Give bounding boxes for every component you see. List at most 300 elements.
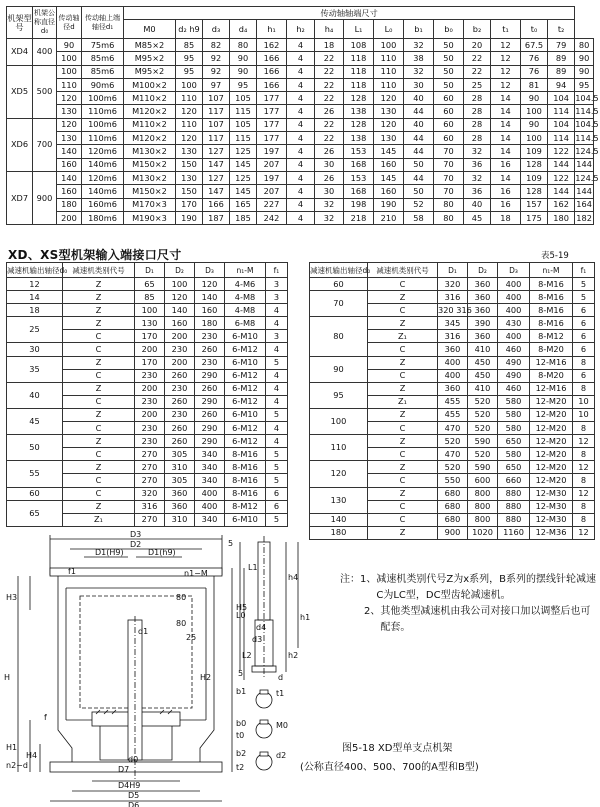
table-cell: 5 [266,356,288,369]
table-cell: 260 [195,382,225,395]
table-cell: 128 [521,158,548,171]
table-cell: 140 [165,304,195,317]
table-cell: 187 [203,211,230,224]
table-cell: Z [368,408,438,421]
table-cell: Z [63,317,135,330]
header-col: d₄ [230,20,257,39]
table-cell: 316 [135,500,165,513]
table-cell: 6 [266,500,288,513]
table-cell: 70 [434,158,464,171]
interface-header: D₂ [468,263,498,278]
table-cell: 160 [374,185,404,198]
note-1-num: 1、 [360,574,377,585]
table-cell: 260 [165,422,195,435]
table-row [7,211,594,224]
shaft-dimension-table [6,6,599,225]
table-cell: 6 [266,487,288,500]
table-cell: 118 [344,78,374,91]
table-cell: 170 [135,330,165,343]
table-cell: 6-M8 [225,317,266,330]
table-cell: 880 [498,487,530,500]
table-cell: 75m6 [82,39,124,52]
table-cell: 170 [135,356,165,369]
drawing-label-d5: D5 [128,791,140,800]
table-cell: C [63,343,135,356]
drawing-label-m0: M0 [276,721,288,730]
table-cell: 490 [498,369,530,382]
table-cell: 160 [195,304,225,317]
frame-model-cell: XD6 [7,118,33,171]
table-cell: Z [63,304,135,317]
table-row [7,278,288,291]
drawing-label-h3: H3 [6,593,18,602]
drawing-label-d6: D6 [128,801,140,807]
table-cell: 95 [176,65,203,78]
table-cell: 190 [374,198,404,211]
table-cell: 120 [195,278,225,291]
table-cell: 550 [438,474,468,487]
header-group-title: 传动轴轴端尺寸 [124,7,575,20]
table-cell: 115 [230,105,257,118]
table-cell: 8-M12 [530,330,573,343]
table-cell: 230 [165,382,195,395]
table-cell: 95 [575,78,594,91]
table-cell: 36 [464,158,491,171]
table-cell: 153 [344,145,374,158]
table-row [7,118,594,131]
table-cell: 89 [548,65,575,78]
output-shaft-dia-cell: 130 [310,487,368,513]
table-cell: 124.5 [575,145,594,158]
table-cell: 125 [230,145,257,158]
table-cell: Z [63,435,135,448]
table-cell: 3 [266,278,288,291]
table-cell: 230 [165,343,195,356]
table-cell: 4 [266,435,288,448]
table-cell: 109 [521,171,548,184]
table-cell: 260 [195,408,225,421]
table-cell: 4 [287,52,315,65]
table-cell: 22 [464,65,491,78]
table-cell: 14 [491,118,521,131]
table-cell: 520 [468,422,498,435]
table-cell: 520 [468,395,498,408]
table-cell: 10 [573,395,595,408]
output-shaft-dia-cell: 100 [310,408,368,434]
table-cell: 6-M12 [225,435,266,448]
table-cell: 110m6 [82,132,124,145]
table-cell: M110×2 [124,118,176,131]
table-cell: 4 [287,39,315,52]
table-cell: 90 [575,65,594,78]
table-cell: 198 [344,198,374,211]
table-cell: 100 [135,304,165,317]
table-cell: 130 [135,317,165,330]
drawing-label-l2: L2 [242,651,252,660]
diameter-cell: 900 [33,171,57,224]
drawing-label-h: H [4,673,11,682]
table-cell: Z [368,461,438,474]
table-cell: 22 [315,65,344,78]
table-cell: 90 [57,39,82,52]
table-cell: 880 [498,500,530,513]
table-cell: 32 [464,145,491,158]
drawing-label-d7: D7 [118,765,130,774]
header-col: M0 [124,20,176,39]
table-cell: 44 [404,145,434,158]
drawing-label-h4: h4 [288,573,299,582]
table-cell: Z [63,356,135,369]
table-cell: 310 [165,513,195,526]
table-row [7,356,288,369]
table-cell: 104 [548,118,575,131]
table-cell: 90m6 [82,78,124,91]
drawing-label-d1h9: D1(h9) [148,548,176,557]
table-cell: 44 [404,105,434,118]
table-row [7,78,594,91]
table-cell: 6-M12 [225,382,266,395]
table-cell: 290 [195,369,225,382]
drawing-label-d1: d1 [138,627,149,636]
table-cell: 520 [468,408,498,421]
table-cell: 100 [521,105,548,118]
interface-header: D₁ [135,263,165,278]
table-cell: C [368,304,438,317]
table-cell: 600 [468,474,498,487]
frame-model-cell: XD4 [7,39,33,66]
interface-header: D₃ [195,263,225,278]
table-cell: 4 [287,211,315,224]
table-cell: 44 [404,132,434,145]
table-cell: 70 [434,171,464,184]
figure-caption: 图5-18 XD型单支点机架 [342,743,453,754]
table-cell: 660 [498,474,530,487]
table-cell: 162 [257,39,287,52]
table-cell: 118 [344,52,374,65]
output-shaft-dia-cell: 140 [310,513,368,526]
header-col: t₁ [491,20,521,39]
table-cell: 145 [230,185,257,198]
table-cell: C [368,500,438,513]
table-cell: 200 [165,356,195,369]
table-cell: 8-M16 [225,487,266,500]
figure-subcaption: (公称直径400、500、700的A型和B型) [300,762,479,773]
section-title: XD、XS型机架输入端接口尺寸 [8,248,182,262]
table-cell: 80 [434,211,464,224]
table-cell: 6-M12 [225,422,266,435]
table-cell: 305 [165,448,195,461]
table-row [310,356,595,369]
table-cell: 580 [498,395,530,408]
table-cell: 16 [491,198,521,211]
table-cell: 117 [203,132,230,145]
table-cell: 94 [548,78,575,91]
table-cell: 65 [135,278,165,291]
table-cell: 120 [176,132,203,145]
table-cell: 8-M20 [530,343,573,356]
drawing-label-f: f [44,713,47,722]
table-cell: 14 [491,145,521,158]
table-cell: 410 [468,343,498,356]
table-row [7,500,288,513]
table-cell: 100 [521,132,548,145]
interface-header: 减速机类别代号 [63,263,135,278]
notes-prefix: 注： [340,574,360,585]
table-cell: 110 [374,65,404,78]
table-row [7,52,594,65]
output-shaft-dia-cell: 95 [310,382,368,408]
table-cell: C [368,278,438,291]
table-cell: 100m6 [82,118,124,131]
table-cell: 114 [548,132,575,145]
table-cell: 107 [203,92,230,105]
table-cell: 36 [464,185,491,198]
table-cell: 12-M16 [530,382,573,395]
table-cell: 460 [498,343,530,356]
table-cell: 200 [135,343,165,356]
table-cell: 144 [575,185,594,198]
table-cell: 218 [344,211,374,224]
table-cell: 580 [498,408,530,421]
table-cell: 175 [521,211,548,224]
drawing-label-d3: d3 [252,635,263,644]
table-cell: 8 [573,382,595,395]
table-cell: 1020 [468,526,498,539]
output-shaft-dia-cell: 65 [7,500,63,526]
table-cell: 22 [464,52,491,65]
note-1 [340,572,596,604]
output-shaft-dia-cell: 12 [7,278,63,291]
table-cell: 130 [176,145,203,158]
drawing-label-d1h9: D1(H9) [95,548,124,557]
table-cell: 180 [548,211,575,224]
table-cell: 79 [548,39,575,52]
interface-header: f₁ [266,263,288,278]
table-cell: 14 [491,132,521,145]
table-cell: 650 [498,435,530,448]
table-cell: Z [368,435,438,448]
table-cell: 22 [315,92,344,105]
table-cell: 12-M20 [530,408,573,421]
table-cell: 8 [573,422,595,435]
table-row [310,487,595,500]
table-row [7,158,594,171]
table-cell: 50 [404,158,434,171]
table-cell: Z [368,382,438,395]
output-shaft-dia-cell: 60 [310,278,368,291]
table-cell: 4 [287,145,315,158]
table-row [7,145,594,158]
header-nominal-diameter: 机架公称直径d₀ [33,7,57,39]
table-cell: 140m6 [82,158,124,171]
drawing-label-d4h9: D4H9 [118,781,141,790]
table-cell: 182 [575,211,594,224]
table-cell: Z [368,487,438,500]
table-cell: 153 [344,171,374,184]
table-cell: 4 [266,395,288,408]
table-cell: 400 [438,356,468,369]
table-cell: 28 [464,132,491,145]
table-cell: 3 [266,330,288,343]
table-cell: 290 [195,435,225,448]
table-row [7,185,594,198]
table-cell: 197 [257,171,287,184]
table-row [7,461,288,474]
table-cell: 6-M10 [225,408,266,421]
table-cell: 4-M6 [225,278,266,291]
table-cell: 4-M8 [225,304,266,317]
table-cell: C [63,395,135,408]
table-cell: 260 [165,395,195,408]
table-cell: 8 [573,513,595,526]
table-cell: 60 [434,105,464,118]
table-cell: 70 [434,185,464,198]
table-cell: 270 [135,513,165,526]
table-cell: 340 [195,513,225,526]
table-cell: 3 [266,291,288,304]
table-cell: 360 [438,382,468,395]
table-cell: 12-M20 [530,422,573,435]
table-cell: 305 [165,474,195,487]
table-cell: 6-M10 [225,513,266,526]
table-cell: 4 [266,422,288,435]
table-cell: 520 [438,461,468,474]
table-cell: 8-M16 [225,461,266,474]
table-cell: 138 [344,132,374,145]
table-cell: 100m6 [82,92,124,105]
table-cell: M120×2 [124,105,176,118]
table-cell: 114.5 [575,105,594,118]
table-cell: 345 [438,317,468,330]
table-cell: 109 [521,145,548,158]
table-cell: 166 [203,198,230,211]
table-cell: 166 [257,78,287,91]
table-cell: 108 [344,39,374,52]
table-cell: 140 [57,171,82,184]
table-cell: 114 [548,105,575,118]
table-cell: 105 [230,118,257,131]
table-row [7,291,288,304]
table-cell: 95 [230,78,257,91]
table-cell: 4 [287,171,315,184]
table-row [7,105,594,118]
table-cell: 8 [573,474,595,487]
table-cell: 90 [521,118,548,131]
table-cell: 360 [468,304,498,317]
table-cell: 8 [573,500,595,513]
table-cell: 4 [287,158,315,171]
drawing-label-b0: b0 [236,719,247,728]
table-cell: 38 [404,52,434,65]
table-cell: 230 [135,395,165,408]
output-shaft-dia-cell: 45 [7,408,63,434]
table-cell: 400 [195,487,225,500]
drawing-label-l1: L1 [248,563,258,572]
table-row [7,317,288,330]
table-cell: 28 [464,118,491,131]
table-cell: 12 [491,39,521,52]
header-col: h₂ [287,20,315,39]
table-cell: 320 [135,487,165,500]
table-cell: 6-M12 [225,369,266,382]
table-cell: 120 [374,118,404,131]
drawing-label-d3: D3 [130,530,142,539]
output-shaft-dia-cell: 18 [7,304,63,317]
output-shaft-dia-cell: 35 [7,356,63,382]
diameter-cell: 700 [33,118,57,171]
table-cell: 12 [491,65,521,78]
table-cell: 140 [195,291,225,304]
table-cell: 26 [315,145,344,158]
table-cell: Z [368,356,438,369]
table-cell: 4 [266,382,288,395]
table-cell: 590 [468,435,498,448]
table-cell: 12 [573,487,595,500]
table-cell: 128 [344,118,374,131]
table-cell: 22 [315,78,344,91]
table-cell: 1160 [498,526,530,539]
table-cell: 180 [195,317,225,330]
output-shaft-dia-cell: 180 [310,526,368,539]
table-cell: 200 [57,211,82,224]
table-cell: M170×3 [124,198,176,211]
table-cell: 20 [464,39,491,52]
table-cell: 400 [438,369,468,382]
table-cell: 50 [404,185,434,198]
table-cell: 89 [548,52,575,65]
table-cell: 8-M12 [225,500,266,513]
table-cell: 32 [404,65,434,78]
drawing-label-d2: d2 [276,751,287,760]
table-cell: 110m6 [82,105,124,118]
table-cell: 117 [203,105,230,118]
note-1-text: 减速机类别代号Z为x系列，B系列的摆线针轮减速C为LC型，DC型齿轮减速机。 [376,574,597,601]
table-cell: 110 [176,92,203,105]
drawing-label-b2: b2 [236,749,247,758]
table-cell: 6 [573,369,595,382]
table-cell: 470 [438,422,468,435]
table-cell: 12-M30 [530,513,573,526]
table-cell: 138 [344,105,374,118]
table-cell: 580 [498,448,530,461]
table-cell: C [63,487,135,500]
table-cell: 127 [203,171,230,184]
table-cell: 80 [575,39,594,52]
table-cell: 5 [266,474,288,487]
drawing-label-v80: 80 [176,619,187,628]
table-cell: M95×2 [124,65,176,78]
table-cell: 80 [434,198,464,211]
table-cell: 168 [344,185,374,198]
interface-header: 减速机输出轴径d₀ [310,263,368,278]
table-cell: Z₁ [368,395,438,408]
table-cell: 4 [287,198,315,211]
table-cell: 210 [374,211,404,224]
table-cell: 360 [438,343,468,356]
table-cell: C [368,422,438,435]
table-cell: 90 [230,52,257,65]
table-cell: 8-M20 [530,369,573,382]
table-cell: 5 [266,448,288,461]
table-cell: 16 [491,185,521,198]
table-cell: 166 [257,52,287,65]
table-cell: C [368,343,438,356]
table-cell: M150×2 [124,185,176,198]
table-cell: 360 [468,278,498,291]
table-cell: 85 [176,39,203,52]
table-cell: 28 [464,92,491,105]
table-cell: 12-M20 [530,474,573,487]
